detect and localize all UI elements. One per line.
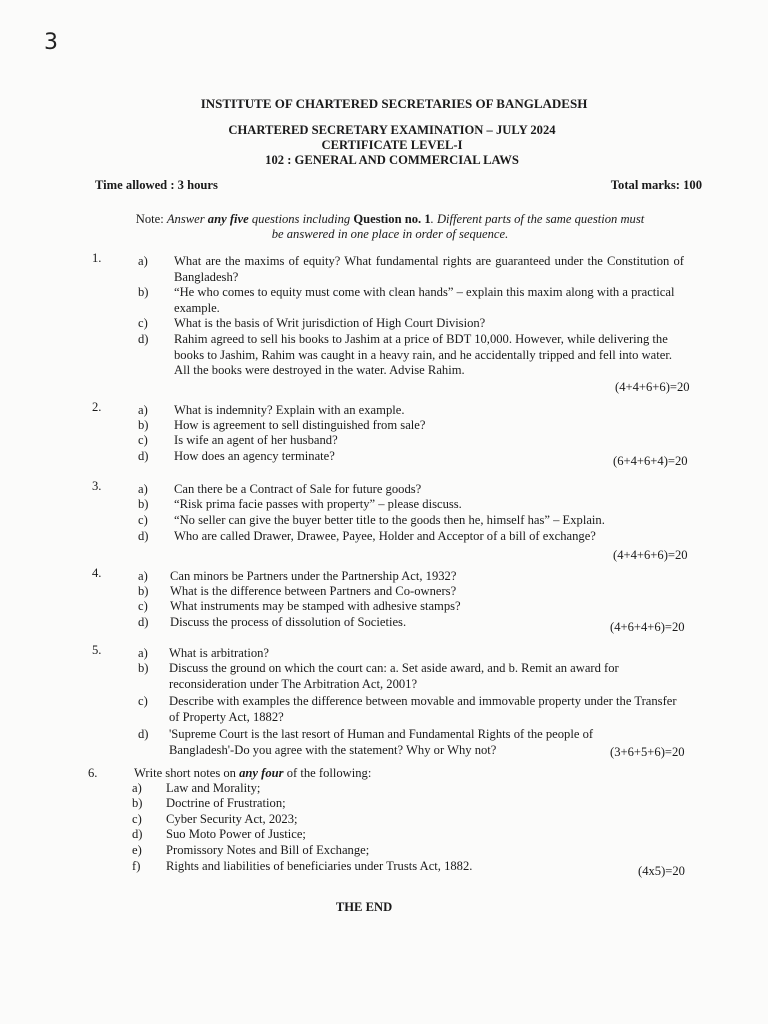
part-text: What is indemnity? Explain with an example. <box>174 403 405 417</box>
question-marks: (4+4+6+6)=20 <box>615 380 690 394</box>
part-label: a) <box>138 569 148 583</box>
part-label: d) <box>138 449 149 463</box>
note-text-5: . Different parts of the same question must <box>430 212 645 226</box>
note-emphasis-q1: Question no. 1 <box>353 212 431 226</box>
note-text-3: questions including <box>248 212 354 226</box>
part-text: Rahim agreed to sell his books to Jashim at a price of BDT 10,000. However, while delivering the books to Jashim, Rahim was caught in a heavy rain, and he accidentally tripped and fell into water. All the books were destroyed in the water. Advise Rahim. <box>174 332 673 377</box>
part-label: c) <box>138 433 148 447</box>
part-label: b) <box>138 418 149 432</box>
part-text: “No seller can give the buyer better title to the goods then he, himself has” – Explain. <box>174 513 605 527</box>
note-prefix: Note: <box>135 212 167 226</box>
part-label: e) <box>132 843 142 857</box>
part-label: c) <box>132 812 142 826</box>
intro-text-end: of the following: <box>283 766 372 780</box>
the-end-footer: THE END <box>335 900 393 914</box>
question-number: 4. <box>92 566 102 580</box>
question-marks: (4x5)=20 <box>638 864 685 878</box>
part-label: d) <box>138 727 149 741</box>
part-text: What is arbitration? <box>169 646 270 660</box>
part-text: Discuss the ground on which the court can: a. Set aside award, and b. Remit an award for reconsideration under The Arbitration Act, 2001? <box>169 661 619 691</box>
question-marks: (3+6+5+6)=20 <box>610 745 685 759</box>
part-text: What instruments may be stamped with adhesive stamps? <box>170 599 461 613</box>
part-text: Law and Morality; <box>166 781 261 795</box>
subject-title: 102 : GENERAL AND COMMERCIAL LAWS <box>265 153 519 167</box>
note-text-1: Answer <box>166 212 208 226</box>
part-text: What is the difference between Partners and Co-owners? <box>170 584 457 598</box>
part-text: Who are called Drawer, Drawee, Payee, Holder and Acceptor of a bill of exchange? <box>174 529 596 543</box>
question-number: 3. <box>92 479 102 493</box>
level-title: CERTIFICATE LEVEL-I <box>321 138 463 152</box>
note-line-2 <box>95 227 685 242</box>
question-marks: (4+6+4+6)=20 <box>610 620 685 634</box>
part-label: a) <box>138 403 148 417</box>
question-number: 1. <box>92 251 102 265</box>
part-text: How is agreement to sell distinguished from sale? <box>174 418 426 432</box>
note-line-1 <box>95 212 685 227</box>
exam-title: CHARTERED SECRETARY EXAMINATION – JULY 2024 <box>228 123 556 137</box>
question-number: 6. <box>88 766 98 780</box>
part-text: 'Supreme Court is the last resort of Human and Fundamental Rights of the people of Bangladesh'-Do you agree with the statement? Why or Why not? <box>169 727 594 757</box>
part-text: Can there be a Contract of Sale for future goods? <box>174 482 422 496</box>
part-label: b) <box>132 796 143 810</box>
part-label: c) <box>138 599 148 613</box>
note-emphasis-five: any five <box>207 212 249 226</box>
part-label: b) <box>138 584 149 598</box>
part-label: a) <box>138 482 148 496</box>
part-text: What are the maxims of equity? What fundamental rights are guaranteed under the Constitution of Bangladesh? <box>174 254 684 284</box>
part-text: How does an agency terminate? <box>174 449 335 463</box>
part-label: c) <box>138 694 148 708</box>
part-text: Promissory Notes and Bill of Exchange; <box>166 843 370 857</box>
part-label: c) <box>138 316 148 330</box>
question-marks: (4+4+6+6)=20 <box>613 548 688 562</box>
part-label: d) <box>132 827 143 841</box>
part-label: c) <box>138 513 148 527</box>
question-marks: (6+4+6+4)=20 <box>613 454 688 468</box>
part-text: “He who comes to equity must come with clean hands” – explain this maxim along with a practical example. <box>174 285 675 315</box>
part-label: b) <box>138 285 149 299</box>
part-text: Doctrine of Frustration; <box>166 796 286 810</box>
note-line-2-text: be answered in one place in order of sequence. <box>271 227 509 241</box>
instructions-note <box>95 212 685 242</box>
part-text: Can minors be Partners under the Partnership Act, 1932? <box>170 569 457 583</box>
part-label: a) <box>138 254 148 268</box>
part-label: d) <box>138 615 149 629</box>
part-text: Rights and liabilities of beneficiaries under Trusts Act, 1882. <box>166 859 473 873</box>
part-text: Describe with examples the difference between movable and immovable property under the Transfer of Property Act, 1882? <box>169 694 677 724</box>
part-label: a) <box>138 646 148 660</box>
intro-text: Write short notes on <box>134 766 240 780</box>
part-label: b) <box>138 661 149 675</box>
intro-emphasis: any four <box>239 766 284 780</box>
part-label: a) <box>132 781 142 795</box>
part-label: f) <box>132 859 141 873</box>
institute-title: INSTITUTE OF CHARTERED SECRETARIES OF BANGLADESH <box>200 96 588 111</box>
question-number: 2. <box>92 400 102 414</box>
part-text: Is wife an agent of her husband? <box>174 433 338 447</box>
part-label: d) <box>138 529 149 543</box>
handwritten-page-number: 3 <box>44 30 58 55</box>
part-label: b) <box>138 497 149 511</box>
total-marks: Total marks: 100 <box>610 178 702 192</box>
part-text: Discuss the process of dissolution of Societies. <box>170 615 407 629</box>
part-label: d) <box>138 332 149 346</box>
time-allowed: Time allowed : 3 hours <box>95 178 218 192</box>
part-text: “Risk prima facie passes with property” – please discuss. <box>174 497 462 511</box>
question-6-intro <box>134 766 371 781</box>
part-text: Suo Moto Power of Justice; <box>166 827 306 841</box>
part-text: Cyber Security Act, 2023; <box>166 812 298 826</box>
question-number: 5. <box>92 643 102 657</box>
part-text: What is the basis of Writ jurisdiction of High Court Division? <box>174 316 486 330</box>
